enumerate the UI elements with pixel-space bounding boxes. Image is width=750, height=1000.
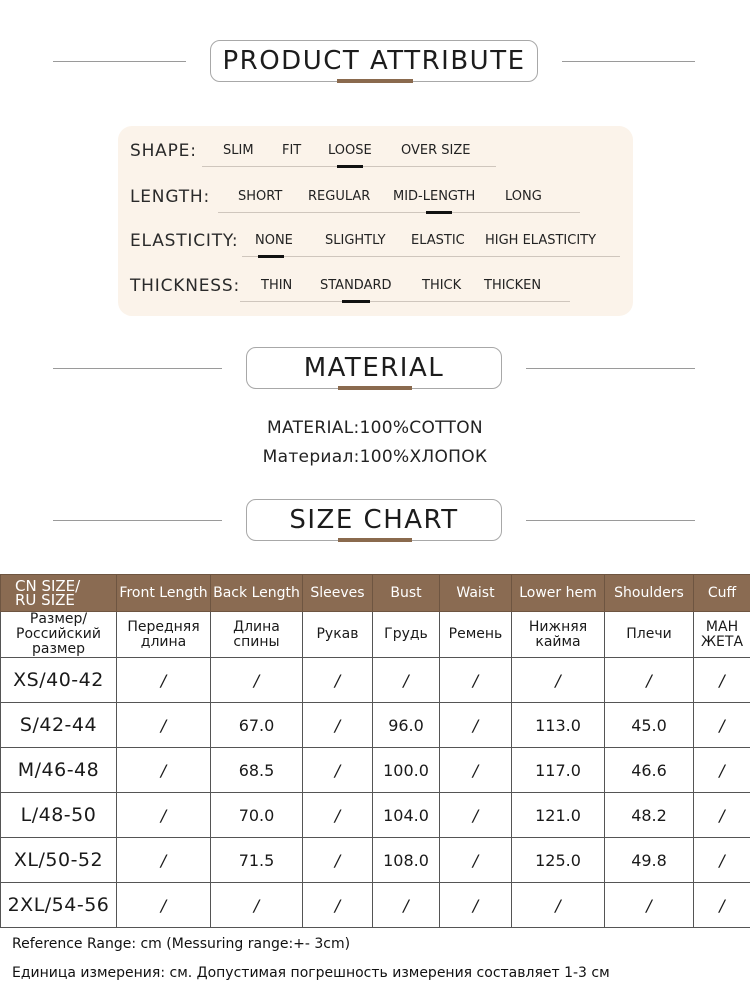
attr-baseline bbox=[240, 301, 570, 302]
ru-header-line: ЖЕТА bbox=[700, 633, 744, 650]
attr-option: NONE bbox=[255, 233, 293, 248]
ru-header-line: длина bbox=[140, 633, 187, 650]
attr-option: SHORT bbox=[238, 189, 283, 204]
table-cell: 68.5 bbox=[211, 748, 303, 793]
attr-option: MID-LENGTH bbox=[393, 189, 476, 204]
table-cell: / bbox=[117, 793, 211, 838]
size-cell: L/48-50 bbox=[1, 793, 117, 838]
table-cell: / bbox=[694, 703, 750, 748]
material-header bbox=[0, 347, 750, 395]
attr-row-elasticity bbox=[118, 229, 633, 259]
ru-header-line: Длина bbox=[233, 618, 280, 635]
table-cell: / bbox=[694, 658, 750, 703]
table-row bbox=[1, 748, 750, 793]
table-cell: / bbox=[373, 883, 440, 928]
ru-header bbox=[117, 612, 211, 658]
divider-line bbox=[53, 61, 186, 62]
size-chart-header bbox=[0, 499, 750, 547]
attr-option: SLIM bbox=[223, 143, 254, 158]
divider-line bbox=[526, 520, 695, 521]
ru-header-line: Российский bbox=[16, 626, 101, 642]
col-header: Waist bbox=[440, 575, 512, 612]
table-cell: / bbox=[440, 703, 512, 748]
material-ru: Материал:100%ХЛОПОК bbox=[262, 447, 488, 467]
divider-line bbox=[526, 368, 695, 369]
size-cell: M/46-48 bbox=[1, 748, 117, 793]
table-cell: / bbox=[211, 883, 303, 928]
selected-marker bbox=[337, 165, 363, 168]
table-cell: / bbox=[303, 838, 373, 883]
table-cell: 125.0 bbox=[512, 838, 605, 883]
header-row-ru bbox=[1, 612, 750, 658]
ru-header bbox=[512, 612, 605, 658]
table-cell: / bbox=[694, 748, 750, 793]
reference-note-ru: Единица измерения: см. Допустимая погрешность измерения составляет 1-3 см bbox=[12, 965, 610, 981]
attr-option: FIT bbox=[282, 143, 302, 158]
section-title: PRODUCT ATTRIBUTE bbox=[210, 40, 538, 82]
ru-header-line: размер bbox=[32, 641, 85, 657]
ru-header-line: Размер/ bbox=[29, 611, 88, 627]
attr-option: HIGH ELASTICITY bbox=[485, 233, 597, 248]
attr-option: THIN bbox=[261, 278, 293, 293]
header-line: RU SIZE bbox=[15, 591, 75, 609]
col-header-size bbox=[1, 575, 117, 612]
table-cell: / bbox=[373, 658, 440, 703]
table-cell: / bbox=[117, 748, 211, 793]
col-header: Front Length bbox=[117, 575, 211, 612]
ru-header-line: спины bbox=[233, 633, 280, 650]
size-chart-table bbox=[0, 574, 750, 928]
table-cell: / bbox=[303, 748, 373, 793]
ru-header-size bbox=[1, 612, 117, 658]
table-cell: 100.0 bbox=[373, 748, 440, 793]
table-cell: / bbox=[303, 793, 373, 838]
ru-header bbox=[373, 612, 440, 658]
table-row bbox=[1, 658, 750, 703]
attr-option: ELASTIC bbox=[411, 233, 465, 248]
col-header: Lower hem bbox=[512, 575, 605, 612]
attr-option: THICKEN bbox=[484, 278, 542, 293]
divider-line bbox=[53, 520, 222, 521]
ru-header-line: Рукав bbox=[316, 626, 359, 642]
table-cell: 71.5 bbox=[211, 838, 303, 883]
header-line: CN SIZE/ bbox=[15, 577, 81, 595]
attr-option: REGULAR bbox=[308, 189, 371, 204]
table-cell: 108.0 bbox=[373, 838, 440, 883]
selected-marker bbox=[342, 300, 370, 303]
divider-line bbox=[562, 61, 695, 62]
attr-option: STANDARD bbox=[320, 278, 392, 293]
table-row bbox=[1, 883, 750, 928]
section-title: MATERIAL bbox=[246, 347, 502, 389]
table-cell: 117.0 bbox=[512, 748, 605, 793]
col-header: Back Length bbox=[211, 575, 303, 612]
ru-header bbox=[605, 612, 694, 658]
ru-header bbox=[211, 612, 303, 658]
col-header: Cuff bbox=[694, 575, 750, 612]
attr-option: LONG bbox=[505, 189, 542, 204]
attr-label: THICKNESS: bbox=[130, 276, 240, 296]
attr-label: SHAPE: bbox=[130, 141, 197, 161]
attr-baseline bbox=[242, 256, 620, 257]
attr-option: LOOSE bbox=[328, 143, 372, 158]
table-cell: 45.0 bbox=[605, 703, 694, 748]
ru-header bbox=[303, 612, 373, 658]
table-cell: 113.0 bbox=[512, 703, 605, 748]
ru-header bbox=[440, 612, 512, 658]
table-cell: / bbox=[117, 658, 211, 703]
table-cell: / bbox=[117, 703, 211, 748]
table-row bbox=[1, 793, 750, 838]
material-en: MATERIAL:100%COTTON bbox=[267, 418, 483, 438]
table-cell: / bbox=[440, 883, 512, 928]
table-cell: 121.0 bbox=[512, 793, 605, 838]
attr-option: SLIGHTLY bbox=[325, 233, 386, 248]
attribute-card bbox=[118, 126, 633, 316]
table-cell: / bbox=[117, 883, 211, 928]
table-row bbox=[1, 703, 750, 748]
selected-marker bbox=[258, 255, 284, 258]
table-cell: 96.0 bbox=[373, 703, 440, 748]
table-cell: 48.2 bbox=[605, 793, 694, 838]
table-cell: / bbox=[117, 838, 211, 883]
table-cell: / bbox=[512, 658, 605, 703]
size-cell: XS/40-42 bbox=[1, 658, 117, 703]
table-cell: / bbox=[440, 793, 512, 838]
col-header: Sleeves bbox=[303, 575, 373, 612]
size-cell: XL/50-52 bbox=[1, 838, 117, 883]
ru-header-line: Нижняя bbox=[528, 618, 588, 635]
table-cell: 67.0 bbox=[211, 703, 303, 748]
table-cell: 49.8 bbox=[605, 838, 694, 883]
attr-row-thickness bbox=[118, 274, 633, 304]
table-cell: / bbox=[303, 883, 373, 928]
size-cell: S/42-44 bbox=[1, 703, 117, 748]
selected-marker bbox=[426, 211, 452, 214]
title-accent-bar bbox=[338, 538, 412, 542]
divider-line bbox=[53, 368, 222, 369]
table-cell: / bbox=[440, 658, 512, 703]
ru-header-line: кайма bbox=[535, 633, 581, 650]
table-cell: 70.0 bbox=[211, 793, 303, 838]
table-cell: / bbox=[303, 658, 373, 703]
attr-row-shape bbox=[118, 139, 633, 169]
col-header: Shoulders bbox=[605, 575, 694, 612]
table-row bbox=[1, 838, 750, 883]
table-cell: / bbox=[605, 883, 694, 928]
table-cell: / bbox=[694, 883, 750, 928]
size-cell: 2XL/54-56 bbox=[1, 883, 117, 928]
attr-row-length bbox=[118, 185, 633, 215]
attr-label: ELASTICITY: bbox=[130, 231, 239, 251]
attr-option: OVER SIZE bbox=[401, 143, 471, 158]
ru-header-line: МАН bbox=[705, 618, 739, 635]
ru-header-line: Ремень bbox=[448, 626, 503, 642]
ru-header-line: Грудь bbox=[384, 626, 428, 642]
ru-header bbox=[694, 612, 750, 658]
header-row-en bbox=[1, 575, 750, 612]
table-cell: 46.6 bbox=[605, 748, 694, 793]
table-cell: / bbox=[303, 703, 373, 748]
col-header: Bust bbox=[373, 575, 440, 612]
table-cell: 104.0 bbox=[373, 793, 440, 838]
table-cell: / bbox=[694, 838, 750, 883]
table-cell: / bbox=[694, 793, 750, 838]
ru-header-line: Передняя bbox=[127, 618, 200, 635]
attr-baseline bbox=[218, 212, 580, 213]
table-cell: / bbox=[211, 658, 303, 703]
attr-label: LENGTH: bbox=[130, 187, 210, 207]
reference-note-en: Reference Range: cm (Messuring range:+- 3cm) bbox=[12, 936, 351, 952]
table-cell: / bbox=[605, 658, 694, 703]
table-cell: / bbox=[440, 838, 512, 883]
ru-header-line: Плечи bbox=[626, 626, 672, 642]
product-attribute-header bbox=[0, 40, 750, 88]
table-cell: / bbox=[440, 748, 512, 793]
table-cell: / bbox=[512, 883, 605, 928]
title-accent-bar bbox=[338, 386, 412, 390]
attr-option: THICK bbox=[422, 278, 462, 293]
title-accent-bar bbox=[337, 79, 413, 83]
section-title: SIZE CHART bbox=[246, 499, 502, 541]
